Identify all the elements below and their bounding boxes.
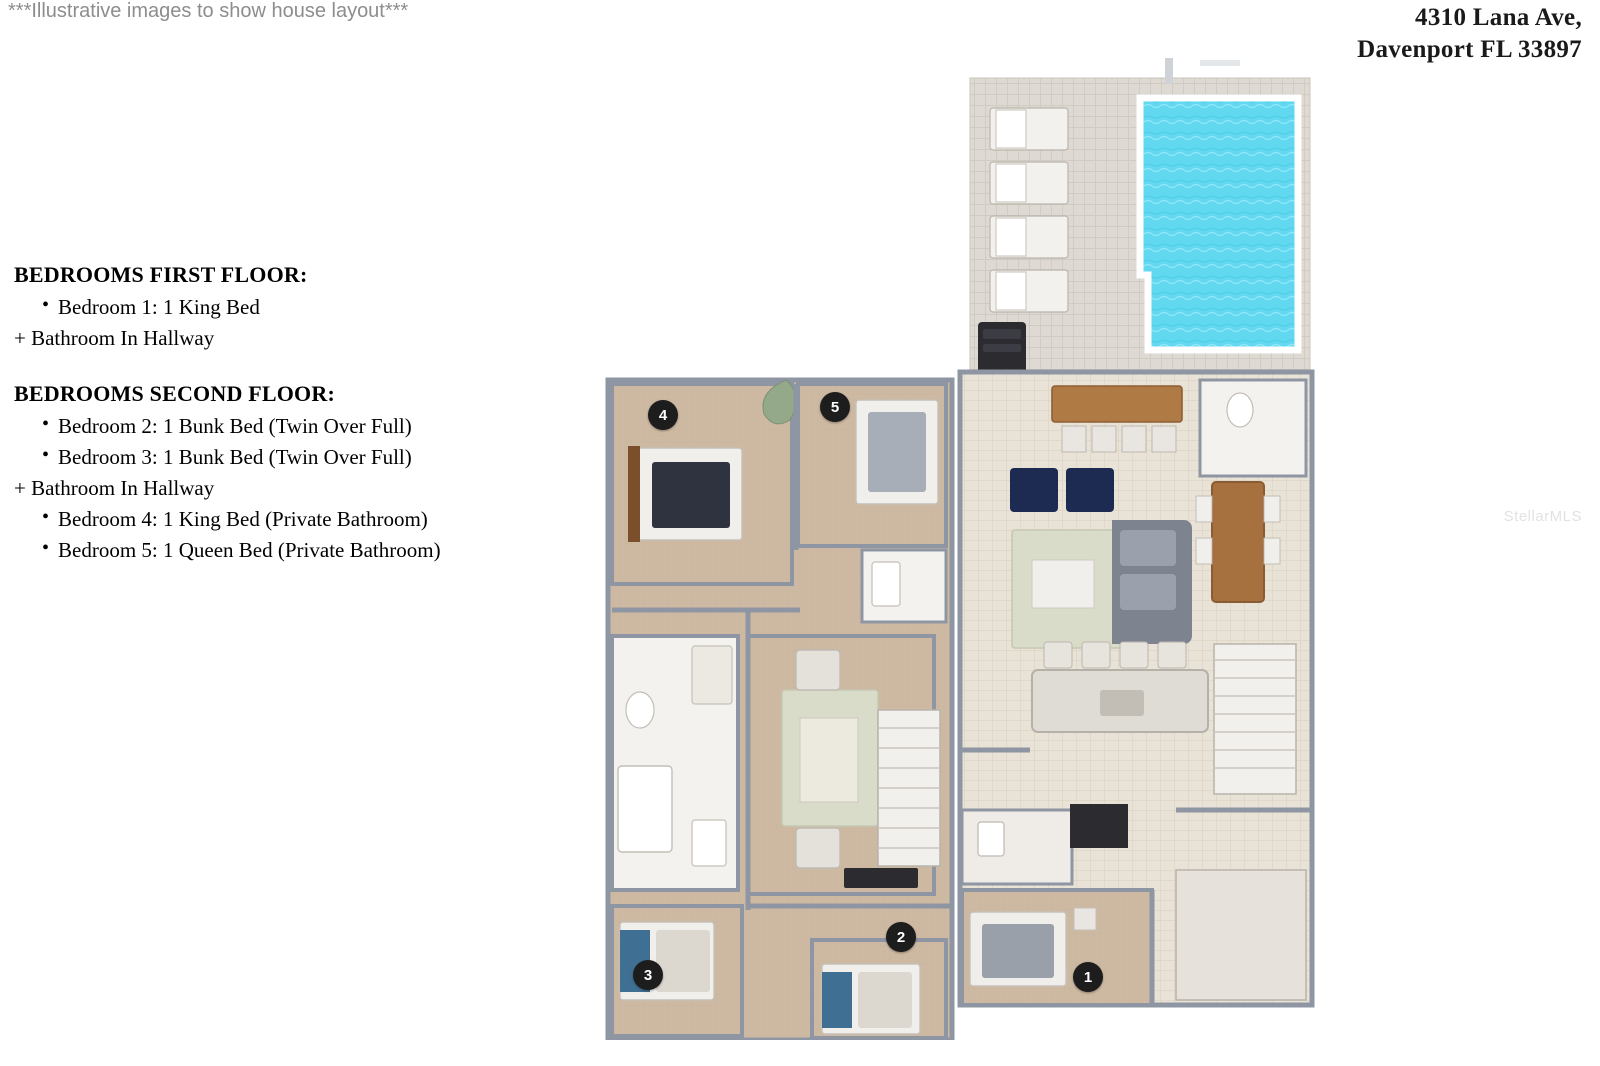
list-item: • Bedroom 5: 1 Queen Bed (Private Bathroom) — [42, 535, 534, 566]
badge-bedroom-3: 3 — [633, 960, 663, 990]
second-floor-title: BEDROOMS SECOND FLOOR: — [14, 380, 335, 406]
second-floor-bathroom-note: + Bathroom In Hallway — [14, 475, 215, 500]
legend-group-first-floor — [14, 262, 534, 355]
bedroom-1-room — [962, 890, 1152, 1005]
legend-group-second-floor — [14, 381, 534, 567]
kitchen-island — [1032, 642, 1208, 732]
second-floor-list-bottom — [14, 504, 534, 566]
bedroom-2-room — [812, 940, 946, 1038]
list-item: • Bedroom 4: 1 King Bed (Private Bathroom) — [42, 504, 534, 535]
address-line-1: 4310 Lana Ave, — [1415, 4, 1582, 31]
first-floor-bathroom-note: + Bathroom In Hallway — [14, 326, 215, 351]
first-floor-bath — [1200, 380, 1306, 476]
badge-bedroom-5: 5 — [820, 392, 850, 422]
second-floor-list-top — [14, 411, 534, 473]
badge-bedroom-4: 4 — [648, 400, 678, 430]
first-floor-title: BEDROOMS FIRST FLOOR: — [14, 262, 308, 287]
second-floor-hall-bath — [612, 636, 738, 890]
badge-bedroom-1: 1 — [1073, 962, 1103, 992]
pool-area — [970, 58, 1310, 376]
list-item: • Bedroom 3: 1 Bunk Bed (Twin Over Full) — [42, 442, 534, 473]
floor-plan-illustration — [600, 50, 1320, 1040]
list-item: • Bedroom 2: 1 Bunk Bed (Twin Over Full) — [42, 411, 534, 442]
bedroom-4-room — [612, 380, 796, 584]
list-item: • Bedroom 1: 1 King Bed — [42, 292, 534, 323]
first-floor-structure — [960, 372, 1312, 1005]
first-floor-list — [14, 292, 534, 323]
second-floor-loft — [748, 636, 940, 894]
property-address — [1357, 2, 1582, 66]
address-line-2: Davenport FL 33897 — [1357, 36, 1582, 63]
bedroom-3-room — [612, 906, 742, 1036]
badge-bedroom-2: 2 — [886, 922, 916, 952]
staircase-first-floor — [1214, 644, 1296, 794]
bedroom-legend — [14, 262, 534, 566]
watermark: StellarMLS — [1503, 508, 1582, 525]
illustrative-note: ***Illustrative images to show house layout*** — [8, 0, 409, 22]
